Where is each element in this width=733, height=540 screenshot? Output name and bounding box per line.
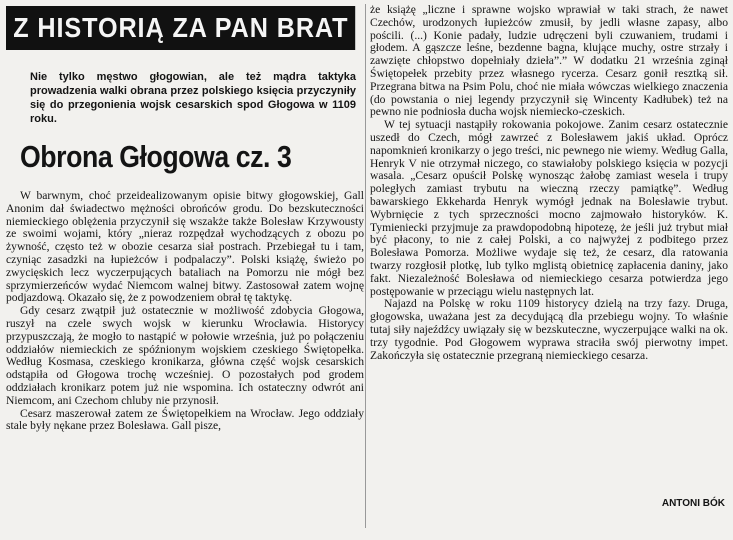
left-body <box>6 190 364 433</box>
right-column <box>370 4 728 362</box>
paragraph: W barwnym, choć przeidealizowanym opisie bitwy głogowskiej, Gall Anonim dał świadectwo mężności obrońców grodu. Do bezskuteczności niemieckiego oblężenia przyczynił się wszakże także Bolesław Krzywousty ze swoimi wojami, który „nieraz rozpędzał wychodzących z obozu po żywność, często też w obozie cesarza siał postrach. Przebiegał tu i tam, czyniąc zasadzki na łupieżców i podpalaczy”. Polski książę, świeżo po zwycięskich lecz wyczerpujących bataliach na Pomorzu nie mógł bez sprzymierzeńców wydać Niemcom walnej bitwy. Zastosował zatem wojnę podjazdową. Okazało się, że z powodzeniem obrał tę taktykę. <box>6 189 364 305</box>
right-body <box>370 4 728 362</box>
column-divider <box>365 4 366 528</box>
paragraph: Gdy cesarz zwątpił już ostatecznie w możliwość zdobycia Głogowa, ruszył na czele swych wojsk w kierunku Wrocławia. Historycy przypuszczają, że mogło to nastąpić w połowie września, już po połączeniu oddziałów niemieckich ze spóźnionym wojskiem czeskiego Świętopełka. Według Kosmasa, czeskiego kronikarza, główna część wojsk cesarskich odstąpiła od Głogowa trochę wcześniej. O pozostałych pod grodem oddziałach kronikarz potem już nie wspomina. Ich ostateczny odwrót ani Niemcom, ani Czechom chluby nie przynosił. <box>6 304 364 407</box>
section-banner: Z HISTORIĄ ZA PAN BRAT <box>6 6 355 50</box>
article-lead: Nie tylko męstwo głogowian, ale też mądra taktyka prowadzenia walki obrana przez polskiego księcia przyczyniły się do przegonienia wojsk cesarskich spod Głogowa w 1109 roku. <box>30 71 356 125</box>
paragraph: W tej sytuacji nastąpiły rokowania pokojowe. Zanim cesarz ostatecznie uszedł do Czech, mógł zawrzeć z Bolesławem jakiś układ. Oprócz napomknień kronikarzy o jego treści, nic pewnego nie wiemy. Według Galla, Henryk V nie otrzymał niczego, co stawiałoby polskiego księcia w pozycji wasala. „Cesarz opuścił Polskę wynosząc żałobę zamiast wesela i trupy poległych zamiast trybutu na wieczną rzeczy pamiątkę”. Według bawarskiego Ekkeharda Henryk wymógł jednak na Bolesławie trybut. Wybrnięcie z tych sprzeczności mocno zajmowało historyków. K. Tymieniecki przyjmuje za prawdopodobną hipotezę, że jeśli już trybut miał być płacony, to nie z całej Polski, a co najwyżej z podbitego przez Bolesława Pomorza. Możliwe wydaje się też, że cesarz, dla ratowania twarzy rozgłosił plotkę, lub tylko mglistą obietnicę zapłacenia daniny, jako fakt. Niezależność Bolesława od niemieckiego cesarza potwierdza jego postępowanie w przeciągu wielu następnych lat. <box>370 118 728 298</box>
author-byline: ANTONI BÓK <box>661 498 725 509</box>
paragraph-continued: że książę „liczne i sprawne wojsko wprawiał w taki strach, że nawet Czechów, urodzonych łupieżców zmusił, by jedli własne zapasy, albo pościli. (...) Konie padały, ludzie udręczeni byli czuwaniem, trudami i głodem. A gąszcze leśne, bezdenne bagna, klujące muchy, ostre strzały i zawzięte chłopstwo dopełniały dzieła”.” W dodatku 21 września zginął Świętopełek przebity przez własnego rycerza. Cesarz gonił resztką sił. Przegrana bitwa na Psim Polu, choć nie miała wówczas wielkiego znaczenia (do powstania o niej legendy przyczynił się Wincenty Kadłubek) też na pewno nie podniosła ducha wojsk niemiecko-czeskich. <box>370 3 728 119</box>
paragraph: Najazd na Polskę w roku 1109 historycy dzielą na trzy fazy. Druga, głogowska, uważana jest za decydującą dla przebiegu wojny. To właśnie tutaj siły najeźdźcy uwiązały się w bezskuteczne, wyczerpujące walki na ok. trzy tygodnie. Pod Głogowem wyprawa straciła swój pierwotny impet. Zakończyła się ostatecznie przegraną niemieckiego cesarza. <box>370 297 728 362</box>
left-column <box>6 6 364 433</box>
paragraph: Cesarz maszerował zatem ze Świętopełkiem na Wrocław. Jego oddziały stale były nękane przez Bolesława. Gall pisze, <box>6 406 364 433</box>
article-headline: Obrona Głogowa cz. 3 <box>20 139 292 174</box>
